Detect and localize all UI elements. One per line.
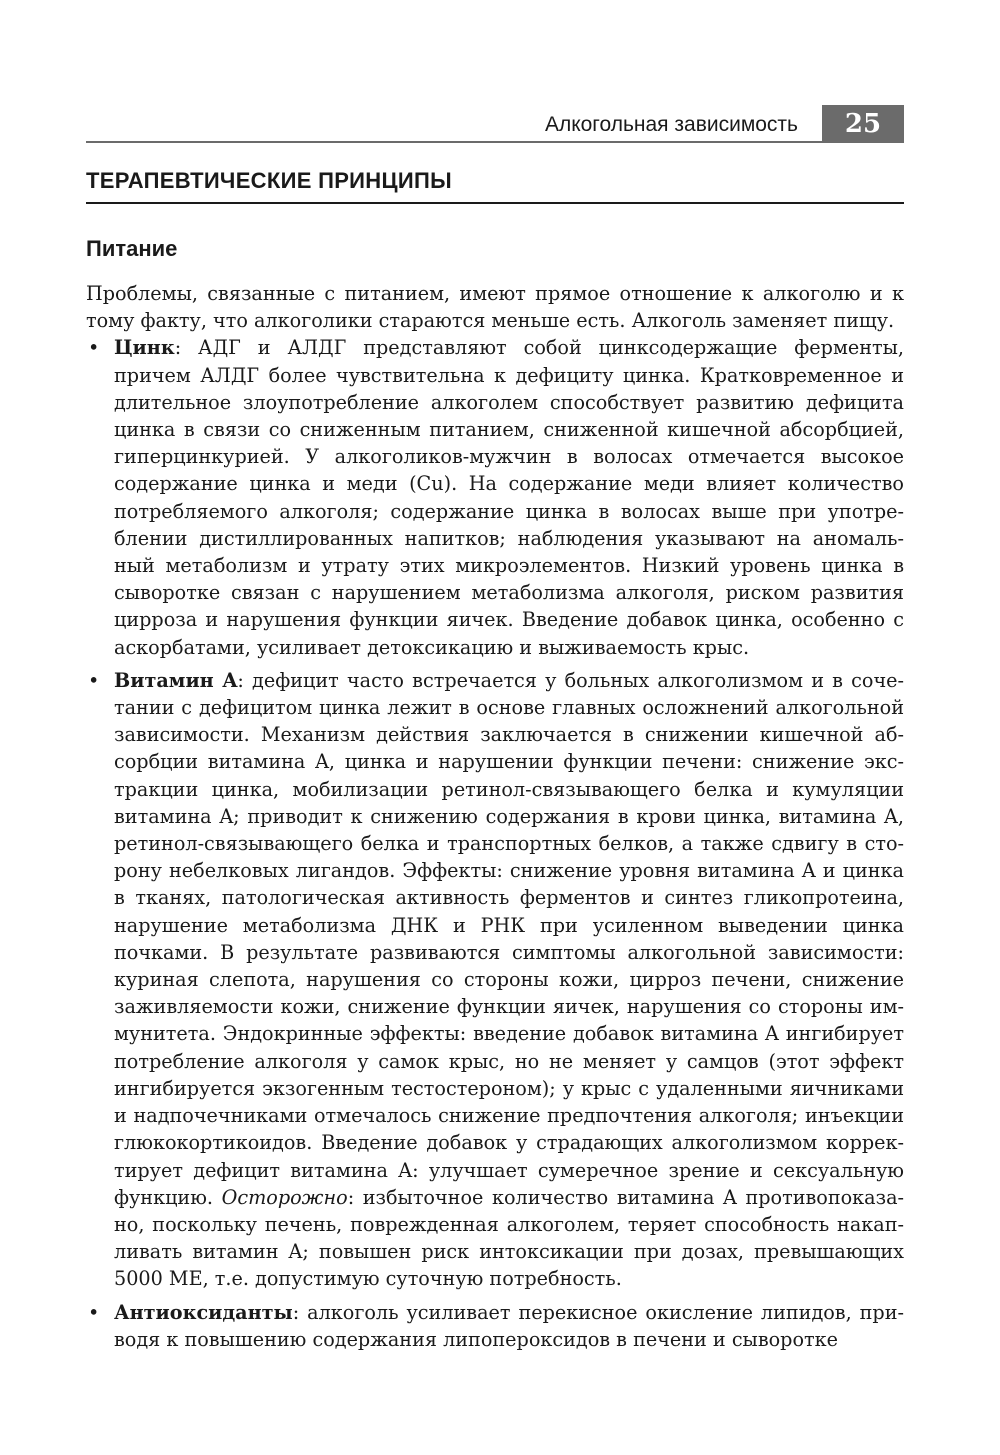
header-rule [86, 141, 822, 143]
caution-label: Осторожно [221, 1185, 348, 1209]
list-item-vitamin-a [86, 667, 904, 1293]
running-title: Алкогольная зависимость [544, 113, 798, 136]
page-number: 25 [822, 105, 904, 143]
subsection-heading: Питание [86, 236, 178, 261]
caution-text: : избыточное количество витамина A противопоказано, поскольку печень, поврежденная алкоголем, теряет способность накапливать витамин A; повышен риск интоксикации при дозах, превышающих 5000 МЕ, т.е. допустимую суточную потребность. [114, 1185, 904, 1291]
item-text: : дефицит часто встречается у больных алкоголизмом и в сочетании с дефицитом цинка лежит в основе главных осложнений алкогольной зависимости. Механизм действия заключается в снижении кишечной абсорбции витамина A, цинка и нарушении функции печени: снижение экстракции цинка, мобилизации ретинол-связывающего белка и кумуляции витамина A; приводит к снижению содержания в крови цинка, витамина A, ретинол-связывающего белка и транспортных белков, а также сдвигу в сторону небелковых лигандов. Эффекты: снижение уровня витамина A и цинка в тканях, патологическая активность ферментов и синтез гликопротеина, нарушение метаболизма ДНК и РНК при усиленном выведении цинка почками. В результате развиваются симптомы алкогольной зависимости: куриная слепота, нарушения со стороны кожи, цирроз печени, снижение заживляемости кожи, снижение функции яичек, нарушения со стороны иммунитета. Эндокринные эффекты: введение добавок витамина A ингибирует потребление алкоголя у самок крыс, но не меняет у самцов (этот эффект ингибируется экзогенным тестостероном); у крыс с удаленными яичниками и надпочечниками отмечалось снижение предпочтения алкоголя; инъекции глюкокортикоидов. Введение добавок у страдающих алкоголизмом корректирует дефицит витамина A: улучшает сумеречное зрение и сексуальную функцию. [114, 668, 904, 1209]
item-text: : алкоголь усиливает перекисное окисление липидов, приводя к повышению содержания липопероксидов в печени и сыворотке [114, 1300, 904, 1351]
list-item-antioxidants [86, 1299, 904, 1353]
term-label: Цинк [114, 336, 175, 360]
term-label: Антиоксиданты [114, 1300, 293, 1324]
item-text: : АДГ и АЛДГ представляют собой цинксодержащие ферменты, причем АЛДГ более чувствительна к дефициту цинка. Кратковременное и длительное злоупотребление алкоголем способствует развитию дефицита цинка в связи со сниженным питанием, сниженной кишечной абсорбцией, гиперцинкурией. У алкоголиков-мужчин в волосах отмечается высокое содержание цинка и меди (Cu). На содержание меди влияет количество потребляемого алкоголя; содержание цинка в волосах выше при употреблении дистиллированных напитков; наблюдения указывают на аномальный метаболизм и утрату этих микроэлементов. Низкий уровень цинка в сыворотке связан с нарушением метаболизма алкоголя, риском развития цирроза и нарушения функции яичек. Введение добавок цинка, особенно с аскорбатами, усиливает детоксикацию и выживаемость крыс. [114, 336, 904, 659]
running-header [86, 105, 904, 143]
list-item-zinc [86, 334, 904, 660]
body-text [86, 280, 904, 1359]
section-heading: ТЕРАПЕВТИЧЕСКИЕ ПРИНЦИПЫ [86, 168, 452, 193]
term-label: Витамин A [114, 668, 238, 692]
section-rule [86, 202, 904, 204]
intro-paragraph: Проблемы, связанные с питанием, имеют прямое отношение к алкоголю и к тому факту, что алкоголики стараются меньше есть. Алкоголь заменяет пищу. [86, 282, 904, 333]
bullet-list [86, 334, 904, 1353]
